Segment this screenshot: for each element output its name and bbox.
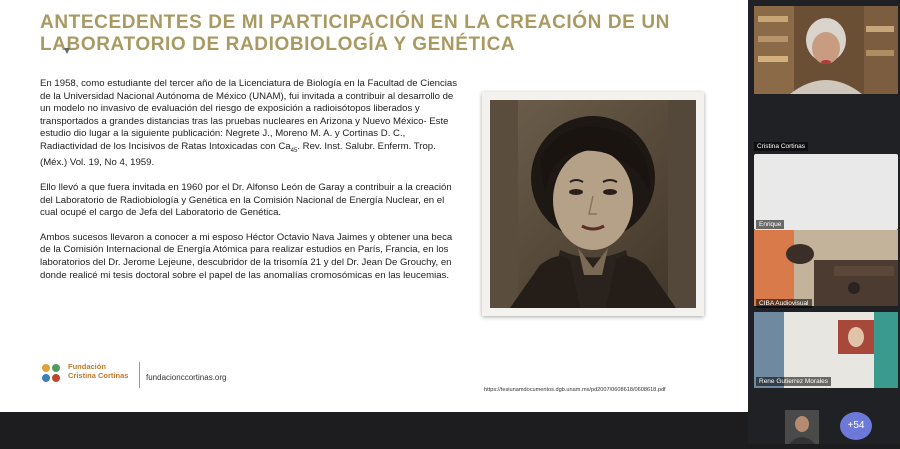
participant-name-enrique: Enrique (756, 220, 784, 229)
participant-avatar[interactable] (785, 410, 819, 444)
slide-title: ANTECEDENTES DE MI PARTICIPACIÓN EN LA CREACIÓN DE UN LABORATORIO DE RADIOBIOLOGÍA Y GENÉTICA (40, 12, 670, 55)
foundation-logo-icon (38, 360, 64, 386)
isotope-subscript: 45 (290, 147, 298, 154)
foundation-logo (38, 358, 138, 388)
paragraph-3: Ambos sucesos llevaron a conocer a mi esposo Héctor Octavio Nava Jaimes y obtener una beca de la Comisión Internacional de Energía Atómica para realizar estudios en París, Francia, en los laboratorios del Dr. Jerome Lejeune, descubridor de la trisomía 21 y del Dr. Jean De Grouchy, en donde realicé mi tesis doctoral sobre el papel de las anomalías cromosómicas en las leucemias. (40, 231, 453, 281)
source-reference-url: https://tesiunamdocumentos.dgb.unam.mx/pd2007/0608618/0608618.pdf (484, 387, 666, 393)
participant-tile-rene[interactable] (754, 312, 898, 388)
participant-name-rene: Rene Gutierrez Morales (756, 377, 831, 386)
participant-tile-cristina[interactable] (754, 154, 898, 230)
avatar-image (785, 410, 819, 444)
speaker-video (754, 6, 898, 94)
participant-name-cristina: Cristina Cortinas (754, 142, 808, 151)
footer-divider (139, 362, 140, 388)
slide-body-text (40, 78, 460, 294)
portrait-image (490, 100, 696, 308)
mouse-cursor-icon (64, 48, 70, 54)
footer-website: fundacionccortinas.org (146, 373, 227, 382)
foundation-logo-text: Fundación Cristina Cortinas (68, 362, 129, 380)
paragraph-2: Ello llevó a que fuera invitada en 1960 por el Dr. Alfonso León de Garay a contribuir a la creación del Laboratorio de Radiobiología y Genética en la Comisión Nacional de Energía Nuclear, en el cual ocupé el cargo de Jefa del Laboratorio de Genética. (40, 182, 452, 219)
paragraph-1: En 1958, como estudiante del tercer año de la Licenciatura de Biología en la Facultad de Ciencias de la Universidad Nacional Autónoma de México (UNAM), fui invitada a contribuir al desarrollo de un modelo no invasivo de evaluación del riesgo de exposición a radioisótopos liberados y transportados a grandes distancias tras las pruebas nucleares en Arizona y Nuevo México- Este estudio dio lugar a la siguiente publicación: Negrete J., Moreno M. A. y Cortinas D. C., Radiactividad de los Incisivos de Ratas Intoxicadas con $Ca_{45}$. Rev. Inst. Salubr. Enferm. Trop. (Méx.) Vol. 19, No 4, 1959. (40, 78, 458, 169)
participant-tile-ciba[interactable] (754, 276, 898, 310)
portrait-photo (482, 92, 704, 316)
participant-name-ciba: CIBA Audiovisual (756, 299, 812, 308)
participant-tile-speaker[interactable] (754, 6, 898, 94)
presentation-bottom-bar (0, 412, 748, 444)
more-participants-button[interactable]: +54 (840, 412, 872, 440)
